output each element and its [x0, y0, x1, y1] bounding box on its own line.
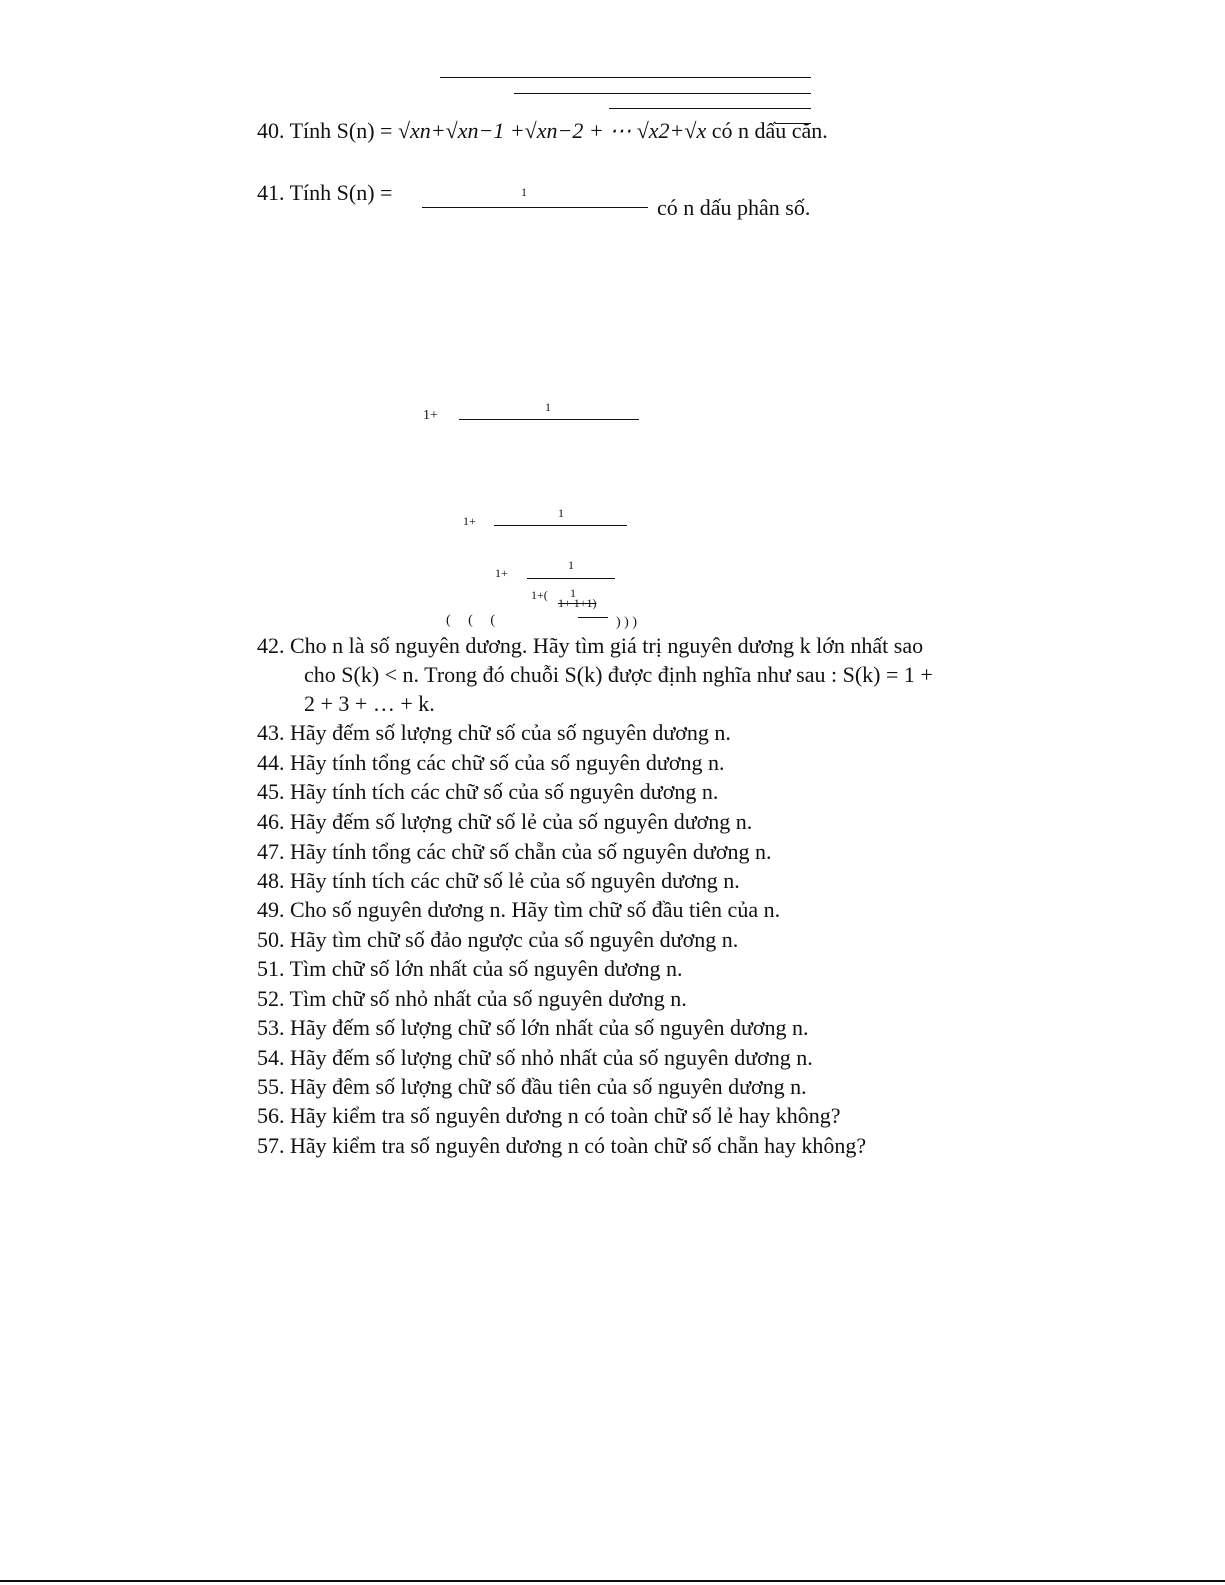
problem-41-fraction-bar — [422, 207, 648, 208]
cf-level2-prefix: 1+ — [463, 514, 476, 528]
problem-40 — [257, 118, 828, 144]
radical-overline-2 — [514, 93, 811, 94]
cf-level3-prefix: 1+ — [495, 566, 508, 580]
problem-55: 55. Hãy đêm số lượng chữ số đầu tiên của số nguyên dương n. — [257, 1074, 807, 1099]
cf-level1-prefix: 1+ — [423, 408, 438, 423]
problem-46: 46. Hãy đếm số lượng chữ số lẻ của số nguyên dương n. — [257, 809, 753, 834]
cf-open-parens: ( ( ( — [446, 613, 495, 628]
problem-47: 47. Hãy tính tổng các chữ số chẵn của số nguyên dương n. — [257, 839, 772, 864]
cf-level3-bar — [527, 578, 615, 579]
problem-42-line2: cho S(k) < n. Trong đó chuỗi S(k) được định nghĩa như sau : S(k) = 1 + — [304, 662, 933, 687]
cf-level5-text: 1+ 1+1) — [558, 596, 597, 610]
problem-43: 43. Hãy đếm số lượng chữ số của số nguyên dương n. — [257, 720, 731, 745]
problem-54: 54. Hãy đếm số lượng chữ số nhỏ nhất của số nguyên dương n. — [257, 1045, 813, 1070]
problem-56: 56. Hãy kiểm tra số nguyên dương n có toàn chữ số lẻ hay không? — [257, 1103, 841, 1128]
cf-level1-bar — [459, 419, 639, 420]
cf-level3-numerator: 1 — [568, 558, 574, 572]
radical-overline-3 — [609, 108, 811, 109]
problem-40-label: 40. Tính S(n) = — [257, 118, 398, 143]
problem-40-formula: √xn+√xn−1 +√xn−2 + ⋯ √x2+√x — [397, 118, 707, 143]
problem-41-numerator: 1 — [521, 185, 527, 199]
cf-level4-prefix: 1+( — [531, 588, 548, 602]
cf-level4-bar — [578, 617, 608, 618]
problem-57: 57. Hãy kiểm tra số nguyên dương n có toàn chữ số chẵn hay không? — [257, 1133, 867, 1158]
problem-42-line3: 2 + 3 + … + k. — [304, 691, 435, 716]
problem-40-suffix: có n dấu căn. — [706, 118, 828, 143]
problem-42-line1: 42. Cho n là số nguyên dương. Hãy tìm giá trị nguyên dương k lớn nhất sao — [257, 633, 924, 658]
problem-41-suffix: có n dấu phân số. — [657, 195, 811, 220]
cf-level2-bar — [494, 525, 627, 526]
problem-45: 45. Hãy tính tích các chữ số của số nguyên dương n. — [257, 779, 719, 804]
page-bottom-border — [0, 1580, 1225, 1582]
problem-41-label: 41. Tính S(n) = — [257, 180, 393, 205]
problem-51: 51. Tìm chữ số lớn nhất của số nguyên dương n. — [257, 956, 683, 981]
problem-52: 52. Tìm chữ số nhỏ nhất của số nguyên dương n. — [257, 986, 687, 1011]
problem-44: 44. Hãy tính tổng các chữ số của số nguyên dương n. — [257, 750, 725, 775]
problem-53: 53. Hãy đếm số lượng chữ số lớn nhất của số nguyên dương n. — [257, 1015, 809, 1040]
cf-level4-numerator: 1 — [570, 586, 576, 600]
cf-close-parens: ) ) ) — [616, 615, 637, 630]
cf-level2-numerator: 1 — [558, 506, 564, 520]
radical-overline-1 — [440, 77, 811, 78]
cf-level1-numerator: 1 — [545, 400, 551, 414]
problem-49: 49. Cho số nguyên dương n. Hãy tìm chữ số đầu tiên của n. — [257, 897, 781, 922]
problem-50: 50. Hãy tìm chữ số đảo ngược của số nguyên dương n. — [257, 927, 739, 952]
problem-48: 48. Hãy tính tích các chữ số lẻ của số nguyên dương n. — [257, 868, 740, 893]
